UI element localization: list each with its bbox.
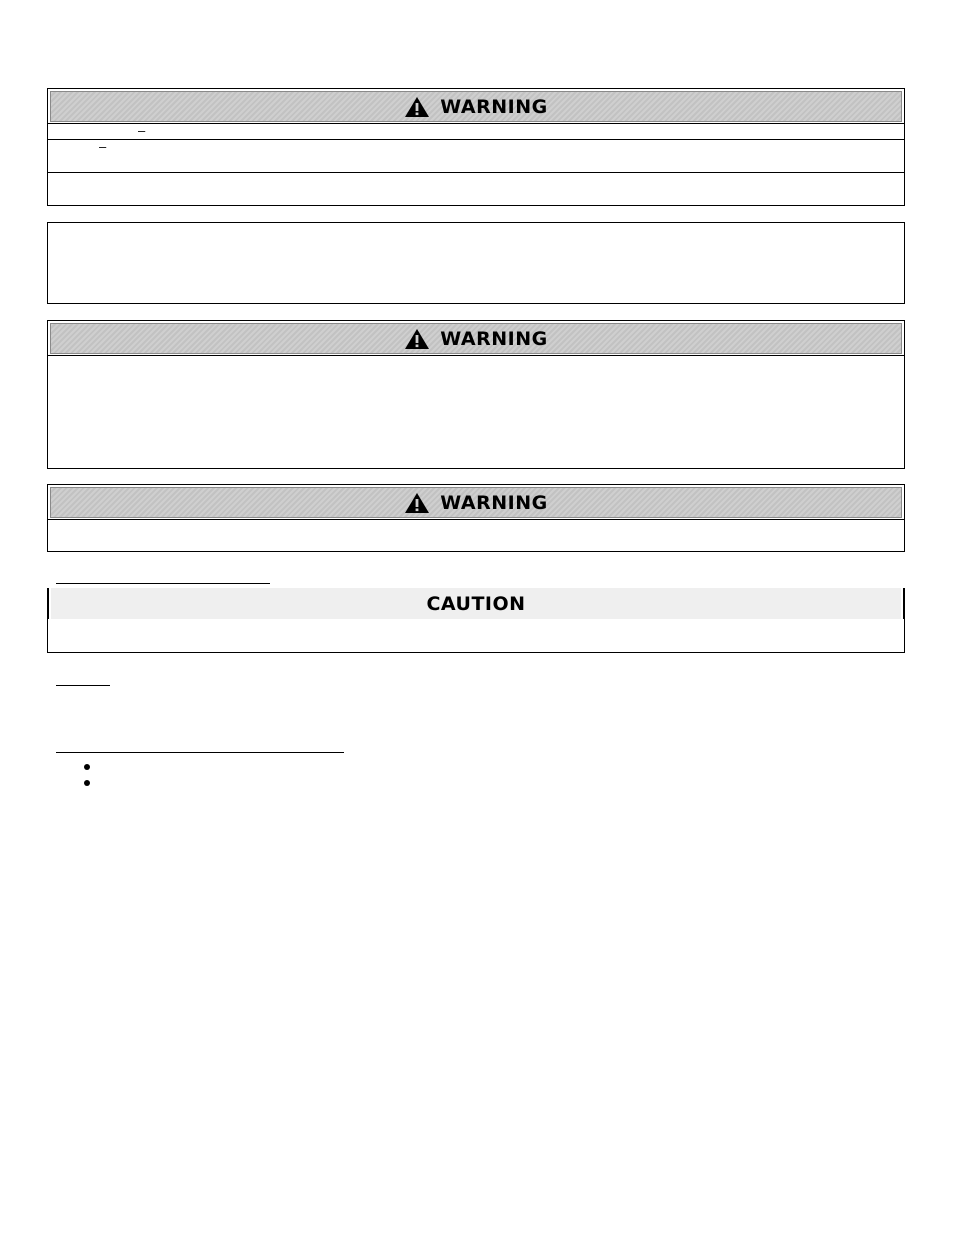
list-heading-underline <box>56 752 344 753</box>
caution-header <box>51 588 901 619</box>
note-heading-underline <box>56 685 110 686</box>
warning-box-3 <box>47 484 905 552</box>
notice-box <box>47 222 905 304</box>
warning-box-2 <box>47 320 905 469</box>
warning-triangle-icon <box>404 328 430 350</box>
divider <box>48 519 904 520</box>
warning-header-3 <box>50 487 902 518</box>
divider <box>48 355 904 356</box>
section-heading-underline <box>56 583 270 584</box>
list-bullet <box>84 764 90 770</box>
warning-title: WARNING <box>440 95 548 118</box>
dash-mark: – <box>138 123 146 138</box>
warning-box-1 <box>47 88 905 206</box>
warning-triangle-icon <box>404 96 430 118</box>
dash-mark: – <box>99 139 107 154</box>
divider <box>48 123 904 124</box>
warning-triangle-icon <box>404 492 430 514</box>
warning-header-2 <box>50 323 902 354</box>
caution-title: CAUTION <box>426 592 526 615</box>
list-bullet <box>84 780 90 786</box>
warning-title: WARNING <box>440 327 548 350</box>
divider <box>48 139 904 140</box>
warning-title: WARNING <box>440 491 548 514</box>
warning-header-1 <box>50 91 902 122</box>
caution-box <box>47 588 905 653</box>
divider <box>48 172 904 173</box>
